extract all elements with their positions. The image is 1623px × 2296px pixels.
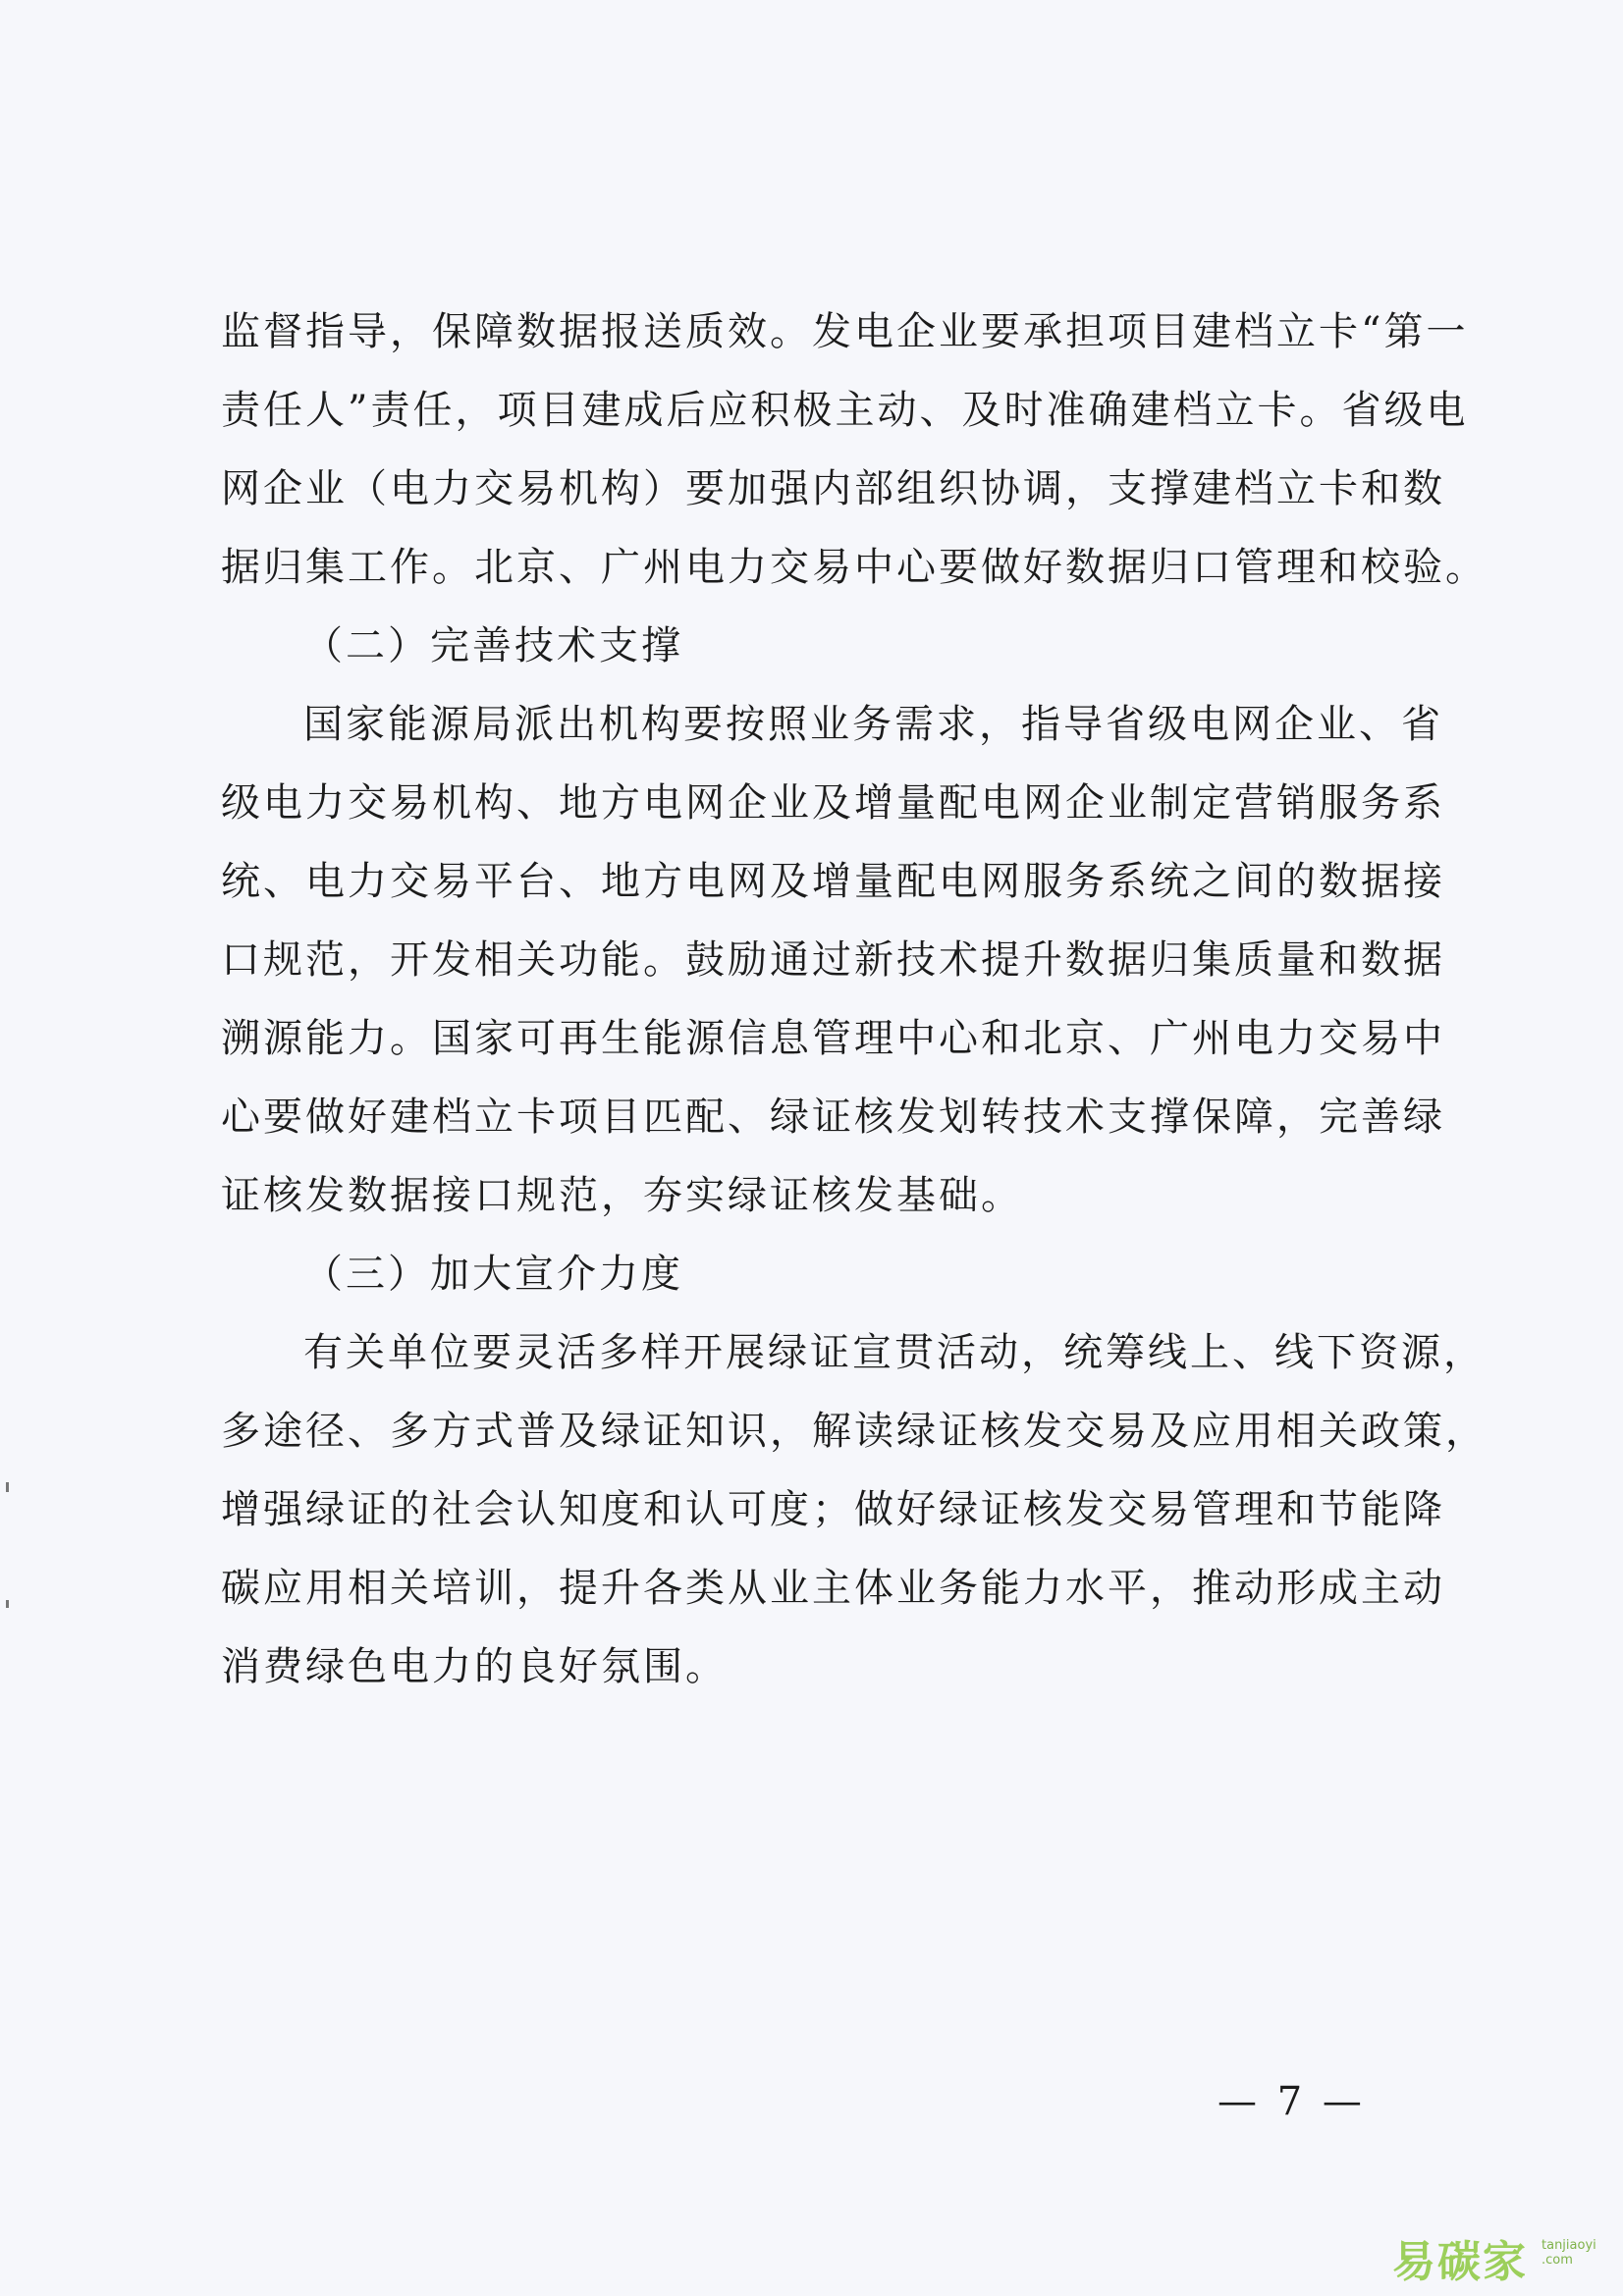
paragraph-line: 统、电力交易平台、地方电网及增量配电网服务系统之间的数据接: [221, 859, 1445, 904]
paragraph-line: 消费绿色电力的良好氛围。: [221, 1644, 728, 1689]
document-body: [221, 293, 1488, 1706]
scan-artifact: [6, 1600, 9, 1608]
paragraph-line: 口规范，开发相关功能。鼓励通过新技术提升数据归集质量和数据: [221, 937, 1445, 983]
watermark-text: 易碳家: [1392, 2237, 1528, 2287]
watermark-domain-line: tanjiaoyi: [1542, 2238, 1596, 2253]
page-number: — 7 —: [1217, 2079, 1366, 2124]
paragraph-line: 证核发数据接口规范，夯实绿证核发基础。: [221, 1173, 1023, 1218]
watermark-domain: [1542, 2238, 1596, 2268]
paragraph-line: 据归集工作。北京、广州电力交易中心要做好数据归口管理和校验。: [221, 545, 1488, 590]
paragraph-line: 有关单位要灵活多样开展绿证宣贯活动，统筹线上、线下资源，: [303, 1330, 1486, 1375]
scan-artifact: [6, 1482, 9, 1492]
paragraph-line: 碳应用相关培训，提升各类从业主体业务能力水平，推动形成主动: [221, 1566, 1445, 1611]
watermark-domain-line: .com: [1542, 2253, 1573, 2268]
paragraph-line: 监督指导，保障数据报送质效。发电企业要承担项目建档立卡“第一: [221, 309, 1469, 354]
paragraph-line: 多途径、多方式普及绿证知识，解读绿证核发交易及应用相关政策，: [221, 1409, 1488, 1454]
paragraph-line: 国家能源局派出机构要按照业务需求，指导省级电网企业、省: [303, 702, 1443, 747]
paragraph-line: 溯源能力。国家可再生能源信息管理中心和北京、广州电力交易中: [221, 1016, 1445, 1061]
watermark-logo: [1392, 2220, 1618, 2289]
paragraph-line: 心要做好建档立卡项目匹配、绿证核发划转技术支撑保障，完善绿: [221, 1095, 1445, 1140]
paragraph-line: 增强绿证的社会认知度和认可度；做好绿证核发交易管理和节能降: [221, 1487, 1445, 1532]
section-heading: （三）加大宣介力度: [303, 1252, 683, 1297]
paragraph-line: 责任人”责任，项目建成后应积极主动、及时准确建档立卡。省级电: [221, 388, 1469, 433]
paragraph-line: 级电力交易机构、地方电网企业及增量配电网企业制定营销服务系: [221, 780, 1445, 826]
paragraph-line: 网企业（电力交易机构）要加强内部组织协调，支撑建档立卡和数: [221, 466, 1445, 511]
section-heading: （二）完善技术支撑: [303, 623, 683, 668]
